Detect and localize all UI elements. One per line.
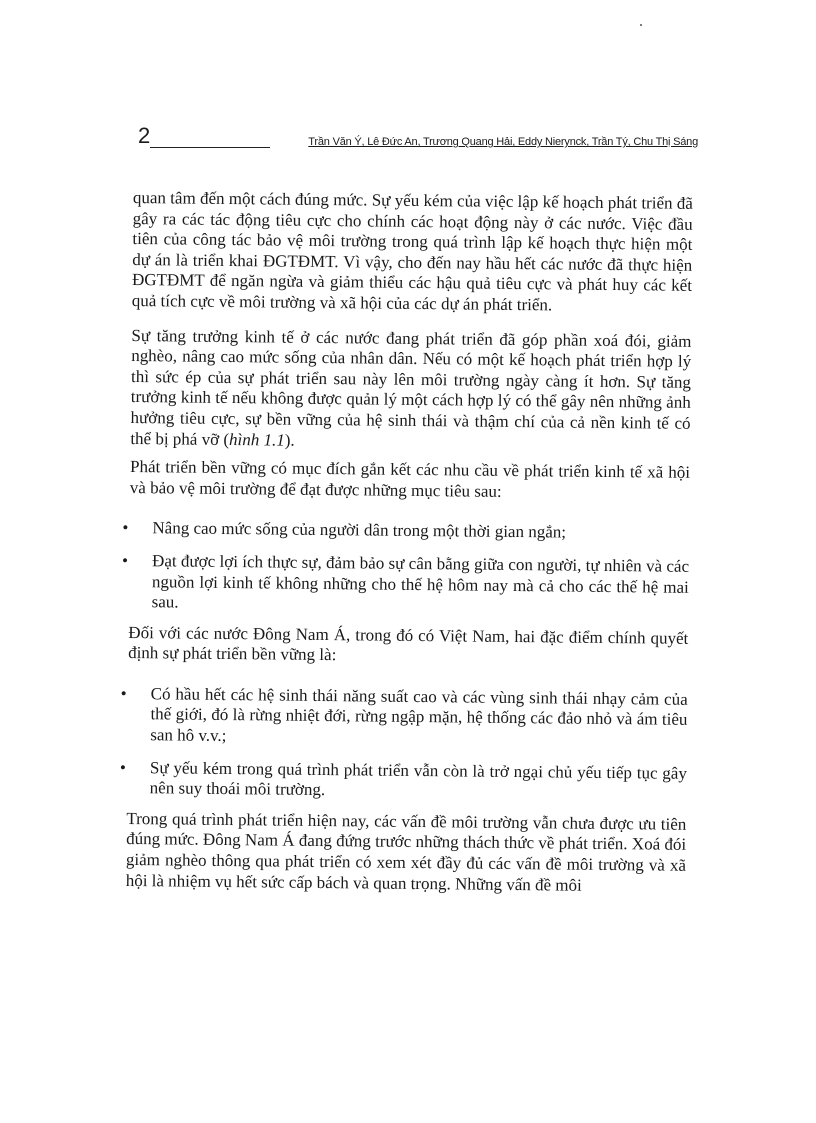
bullet-icon: • (119, 757, 126, 777)
list-item-text: Nâng cao mức sống của người dân trong một thời gian ngắn; (152, 518, 567, 542)
paragraph-4: Đối với các nước Đông Nam Á, trong đó có Việt Nam, hai đặc điểm chính quyết định sự phát triển bền vững là: (128, 622, 689, 665)
list-item (122, 550, 690, 619)
bullet-icon: • (122, 518, 129, 538)
paragraph-2-text: Sự tăng trưởng kinh tế ở các nước đang phát triển đã góp phần xoá đói, giảm nghèo, nâng cao mức sống của nhân dân. Nếu có một kế hoạch phát triển hợp lý thì sức ép của sự phát triển sau này lên môi trường ngày càng ít hơn. Sự tăng trưởng kinh tế nếu không được quản lý một cách hợp lý có thể gây nên những ảnh hưởng tiêu cực, sự bền vững của hệ sinh thái và thậm chí của cả nền kinh tế có thể bị phá vỡ ( (130, 325, 692, 449)
list-item (119, 757, 688, 805)
features-list (119, 683, 688, 805)
scan-speck (640, 24, 642, 26)
bullet-icon: • (122, 550, 129, 570)
list-item-text: Có hầu hết các hệ sinh thái năng suất cao và các vùng sinh thái nhạy cảm của thế giới, đó là rừng nhiệt đới, rừng ngập mặn, hệ thống các đảo nhỏ và ám tiêu san hô v.v.; (150, 684, 688, 746)
list-item (120, 683, 688, 752)
paragraph-3: Phát triển bền vững có mục đích gắn kết các nhu cầu về phát triển kinh tế xã hội và bảo vệ môi trường để đạt được những mục tiêu sau: (129, 457, 691, 501)
bullet-icon: • (120, 683, 127, 703)
header-authors: Trần Văn Ý, Lê Đức An, Trương Quang Hải, Eddy Nierynck, Trần Tý, Chu Thị Sáng (308, 136, 698, 148)
paragraph-2-end: ). (284, 430, 295, 450)
paragraph-2 (130, 326, 691, 455)
page-body (119, 188, 693, 897)
header-rule (150, 147, 270, 148)
list-item-text: Đạt được lợi ích thực sự, đảm bảo sự cân bằng giữa con người, tự nhiên và các nguồn lợi kinh tế không những cho thế hệ hôm nay mà cả cho các thế hệ mai sau. (151, 551, 690, 612)
goals-list (122, 518, 690, 618)
paragraph-1: quan tâm đến một cách đúng mức. Sự yếu kém của việc lập kế hoạch phát triển đã gây ra các tác động tiêu cực cho chính các hoạt động này ở các nước. Việc đầu tiên của công tác bảo vệ môi trường trong quá trình lập kế hoạch thực hiện một dự án là triển khai ĐGTĐMT. Vì vậy, cho đến nay hầu hết các nước đã thực hiện ĐGTĐMT để ngăn ngừa và giảm thiểu các hậu quả tiêu cực và phát huy các kết quả tích cực về môi trường và xã hội của các dự án phát triển. (131, 188, 693, 315)
page-number: 2 (138, 123, 151, 148)
running-header (138, 124, 698, 152)
figure-reference: hình 1.1 (228, 429, 285, 450)
list-item-text: Sự yếu kém trong quá trình phát triển vẫn còn là trở ngại chủ yếu tiếp tục gây nên suy thoái môi trường. (149, 757, 688, 800)
paragraph-5: Trong quá trình phát triển hiện nay, các vấn đề môi trường vẫn chưa được ưu tiên đúng mức. Đông Nam Á đang đứng trước những thách thức về phát triển. Xoá đói giảm nghèo thông qua phát triển có xem xét đầy đủ các vấn đề môi trường và xã hội là nhiệm vụ hết sức cấp bách và quan trọng. Những vấn đề môi (125, 808, 687, 895)
list-item (122, 518, 689, 544)
